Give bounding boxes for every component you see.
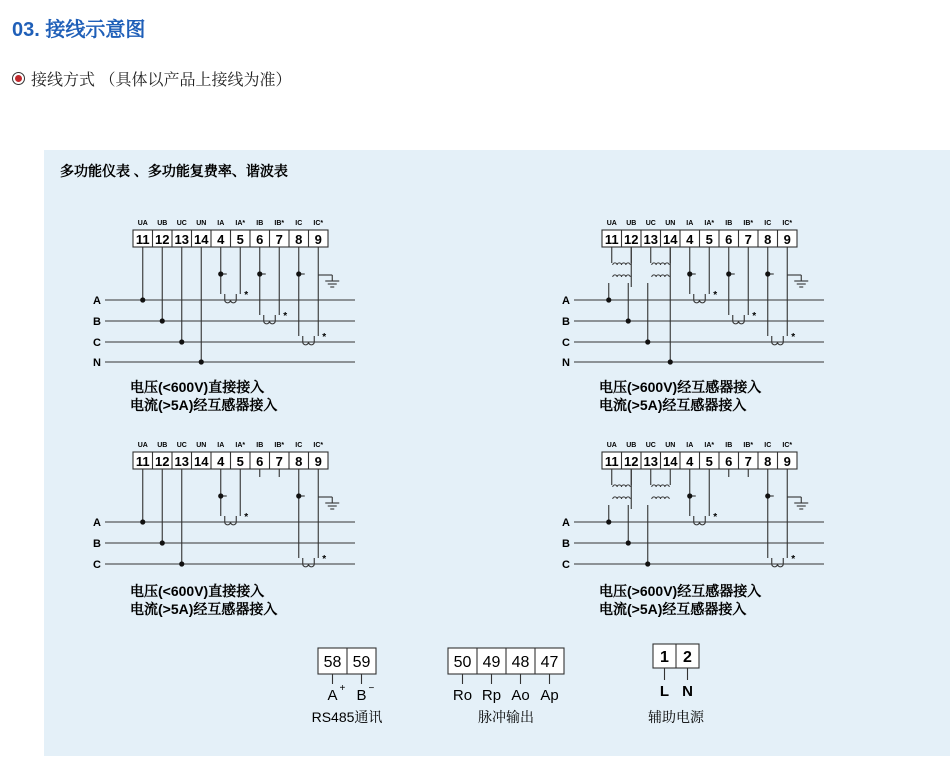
phase-label: N	[562, 357, 570, 369]
caption-line-2: 电流(>5A)经互感器接入	[599, 601, 747, 617]
terminal-label: IC*	[313, 220, 324, 227]
junction-dot	[179, 339, 184, 344]
voltage-transformer-coil-icon	[652, 485, 670, 487]
voltage-transformer-coil-icon	[652, 497, 670, 499]
terminal-number: 7	[275, 454, 283, 469]
terminal-number: 6	[725, 232, 733, 247]
terminal-number: 9	[314, 454, 322, 469]
voltage-transformer-coil-icon	[652, 275, 670, 277]
terminal-label: UB	[157, 220, 168, 227]
current-transformer-icon	[733, 315, 745, 324]
terminal-polarity: +	[339, 683, 346, 694]
terminal-number: 9	[783, 454, 791, 469]
junction-dot	[257, 271, 262, 276]
panel-title: 多功能仪表 、多功能复费率、谐波表	[60, 163, 288, 179]
terminal-signal-label: Ao	[511, 687, 530, 704]
polarity-star: *	[244, 290, 249, 301]
phase-label: B	[562, 538, 570, 550]
terminal-label: IA	[686, 220, 694, 227]
terminal-label: IA	[217, 220, 225, 227]
terminal-number: 12	[155, 454, 170, 469]
voltage-transformer-coil-icon	[613, 275, 631, 277]
terminal-number: 14	[663, 454, 678, 469]
terminal-label: UN	[196, 220, 207, 227]
terminal-number: 2	[683, 649, 692, 666]
junction-dot	[296, 271, 301, 276]
junction-dot	[687, 493, 692, 498]
terminal-number: 14	[194, 232, 209, 247]
terminal-label: IA*	[704, 442, 715, 449]
junction-dot	[765, 271, 770, 276]
terminal-label: UN	[196, 442, 207, 449]
terminal-number: 8	[764, 232, 772, 247]
voltage-transformer-coil-icon	[652, 263, 670, 265]
polarity-star: *	[244, 512, 249, 523]
terminal-number: 7	[275, 232, 283, 247]
terminal-label: IB	[256, 442, 264, 449]
power-terminal-group	[648, 644, 705, 725]
terminal-number: 14	[663, 232, 678, 247]
terminal-signal-label: Rp	[481, 687, 502, 704]
terminal-number: 6	[725, 454, 733, 469]
junction-dot	[218, 493, 223, 498]
current-transformer-icon	[303, 558, 315, 567]
polarity-star: *	[752, 311, 757, 322]
terminal-label: UB	[626, 442, 637, 449]
terminal-label: IC*	[313, 442, 324, 449]
terminal-label: UA	[137, 442, 148, 449]
terminal-label: UC	[176, 220, 187, 227]
junction-dot	[140, 519, 145, 524]
current-transformer-icon	[303, 336, 315, 345]
terminal-number: 11	[604, 454, 619, 469]
current-transformer-icon	[694, 294, 706, 303]
terminal-label: IC	[295, 220, 303, 227]
terminal-number: 7	[744, 232, 752, 247]
terminal-label: IA*	[235, 442, 246, 449]
terminal-number: 6	[256, 454, 264, 469]
terminal-number: 48	[511, 654, 530, 671]
junction-dot	[765, 493, 770, 498]
terminal-label: UC	[645, 442, 656, 449]
terminal-number: 11	[135, 232, 150, 247]
caption-line-1: 电压(<600V)直接接入	[130, 583, 265, 599]
terminal-number: 11	[135, 454, 150, 469]
terminal-label: UB	[157, 442, 168, 449]
terminal-number: 47	[540, 654, 559, 671]
terminal-label: IB*	[743, 442, 754, 449]
junction-dot	[726, 271, 731, 276]
radio-bullet-icon	[12, 72, 25, 85]
current-transformer-icon	[225, 516, 237, 525]
terminal-number: 14	[194, 454, 209, 469]
terminal-number: 8	[295, 454, 303, 469]
terminal-label: UB	[626, 220, 637, 227]
junction-dot	[645, 339, 650, 344]
junction-dot	[140, 297, 145, 302]
terminal-label: IC*	[782, 220, 793, 227]
terminal-label: IC	[764, 220, 772, 227]
junction-dot	[606, 297, 611, 302]
terminal-label: UC	[176, 442, 187, 449]
terminal-number: 13	[643, 232, 658, 247]
polarity-star: *	[322, 332, 327, 343]
voltage-transformer-coil-icon	[613, 485, 631, 487]
terminal-number: 12	[624, 454, 639, 469]
terminal-signal-label: N	[682, 683, 693, 700]
polarity-star: *	[791, 332, 796, 343]
phase-label: C	[93, 559, 101, 571]
terminal-label: IA	[217, 442, 225, 449]
terminal-signal-label: Ro	[452, 687, 473, 704]
terminal-number: 8	[764, 454, 772, 469]
terminal-group-caption: 辅助电源	[648, 709, 704, 725]
phase-label: B	[562, 316, 570, 328]
terminal-number: 4	[686, 454, 694, 469]
terminal-number: 13	[643, 454, 658, 469]
terminal-group-caption: 脉冲输出	[478, 709, 534, 725]
caption-line-2: 电流(>5A)经互感器接入	[130, 601, 278, 617]
terminal-number: 7	[744, 454, 752, 469]
voltage-transformer-coil-icon	[613, 263, 631, 265]
polarity-star: *	[791, 554, 796, 565]
terminal-label: IA	[686, 442, 694, 449]
terminal-label: IC*	[782, 442, 793, 449]
terminal-number: 6	[256, 232, 264, 247]
junction-dot	[668, 359, 673, 364]
terminal-signal-label: L	[659, 683, 670, 700]
terminal-label: UA	[606, 442, 617, 449]
polarity-star: *	[283, 311, 288, 322]
phase-label: A	[562, 295, 570, 307]
terminal-number: 4	[686, 232, 694, 247]
terminal-number: 13	[174, 454, 189, 469]
terminal-number: 4	[217, 454, 225, 469]
polarity-star: *	[713, 512, 718, 523]
phase-label: A	[562, 517, 570, 529]
terminal-number: 50	[453, 654, 472, 671]
junction-dot	[160, 318, 165, 323]
caption-line-2: 电流(>5A)经互感器接入	[130, 397, 278, 413]
wiring-method-line	[12, 67, 291, 90]
phase-label: C	[93, 337, 101, 349]
wiring-diagram-1	[93, 220, 355, 413]
terminal-label: IB	[725, 442, 733, 449]
terminal-label: IC	[764, 442, 772, 449]
terminal-label: IB*	[274, 442, 285, 449]
terminal-label: IB	[725, 220, 733, 227]
polarity-star: *	[713, 290, 718, 301]
phase-label: C	[562, 337, 570, 349]
phase-label: C	[562, 559, 570, 571]
terminal-number: 12	[155, 232, 170, 247]
junction-dot	[218, 271, 223, 276]
terminal-signal-label: B	[356, 687, 367, 704]
terminal-label: IB*	[274, 220, 285, 227]
phase-label: N	[93, 357, 101, 369]
junction-dot	[645, 561, 650, 566]
polarity-star: *	[322, 554, 327, 565]
terminal-label: UN	[665, 220, 676, 227]
phase-label: A	[93, 295, 101, 307]
terminal-label: IC	[295, 442, 303, 449]
terminal-label: UN	[665, 442, 676, 449]
terminal-group-caption: RS485通讯	[311, 709, 383, 725]
terminal-signal-label: A	[327, 687, 338, 704]
terminal-number: 1	[660, 649, 669, 666]
phase-label: B	[93, 538, 101, 550]
terminal-label: IB*	[743, 220, 754, 227]
terminal-number: 4	[217, 232, 225, 247]
terminal-number: 59	[352, 654, 371, 671]
phase-label: B	[93, 316, 101, 328]
terminal-number: 11	[604, 232, 619, 247]
ground-icon	[325, 497, 339, 509]
junction-dot	[296, 493, 301, 498]
current-transformer-icon	[772, 558, 784, 567]
terminal-number: 49	[482, 654, 501, 671]
junction-dot	[179, 561, 184, 566]
ground-icon	[794, 497, 808, 509]
wiring-method-label: 接线方式 （具体以产品上接线为准）	[31, 72, 292, 89]
terminal-number: 5	[705, 232, 713, 247]
terminal-label: IA*	[704, 220, 715, 227]
terminal-label: IB	[256, 220, 264, 227]
terminal-number: 5	[236, 232, 244, 247]
current-transformer-icon	[694, 516, 706, 525]
terminal-number: 8	[295, 232, 303, 247]
terminal-number: 5	[705, 454, 713, 469]
ground-icon	[794, 275, 808, 287]
pulse-terminal-group	[448, 648, 564, 725]
wiring-diagrams	[44, 150, 950, 756]
caption-line-1: 电压(>600V)经互感器接入	[599, 583, 762, 599]
current-transformer-icon	[264, 315, 276, 324]
terminal-label: UA	[606, 220, 617, 227]
terminal-number: 9	[783, 232, 791, 247]
caption-line-1: 电压(<600V)直接接入	[130, 379, 265, 395]
wiring-diagram-2	[562, 220, 824, 413]
junction-dot	[687, 271, 692, 276]
terminal-polarity: −	[368, 683, 375, 694]
page-title: 03. 接线示意图	[12, 19, 146, 41]
junction-dot	[626, 318, 631, 323]
terminal-signal-label: Ap	[540, 687, 559, 704]
wiring-diagram-4	[562, 442, 824, 617]
terminal-label: IA*	[235, 220, 246, 227]
caption-line-1: 电压(>600V)经互感器接入	[599, 379, 762, 395]
terminal-number: 9	[314, 232, 322, 247]
current-transformer-icon	[772, 336, 784, 345]
ground-icon	[325, 275, 339, 287]
junction-dot	[626, 540, 631, 545]
phase-label: A	[93, 517, 101, 529]
junction-dot	[199, 359, 204, 364]
junction-dot	[606, 519, 611, 524]
comm-terminal-group	[312, 648, 383, 725]
wiring-diagram-3	[93, 442, 355, 617]
terminal-number: 5	[236, 454, 244, 469]
wiring-diagram-panel	[44, 150, 950, 756]
terminal-label: UC	[645, 220, 656, 227]
voltage-transformer-coil-icon	[613, 497, 631, 499]
terminal-number: 13	[174, 232, 189, 247]
junction-dot	[160, 540, 165, 545]
terminal-number: 58	[323, 654, 342, 671]
current-transformer-icon	[225, 294, 237, 303]
terminal-label: UA	[137, 220, 148, 227]
terminal-number: 12	[624, 232, 639, 247]
caption-line-2: 电流(>5A)经互感器接入	[599, 397, 747, 413]
